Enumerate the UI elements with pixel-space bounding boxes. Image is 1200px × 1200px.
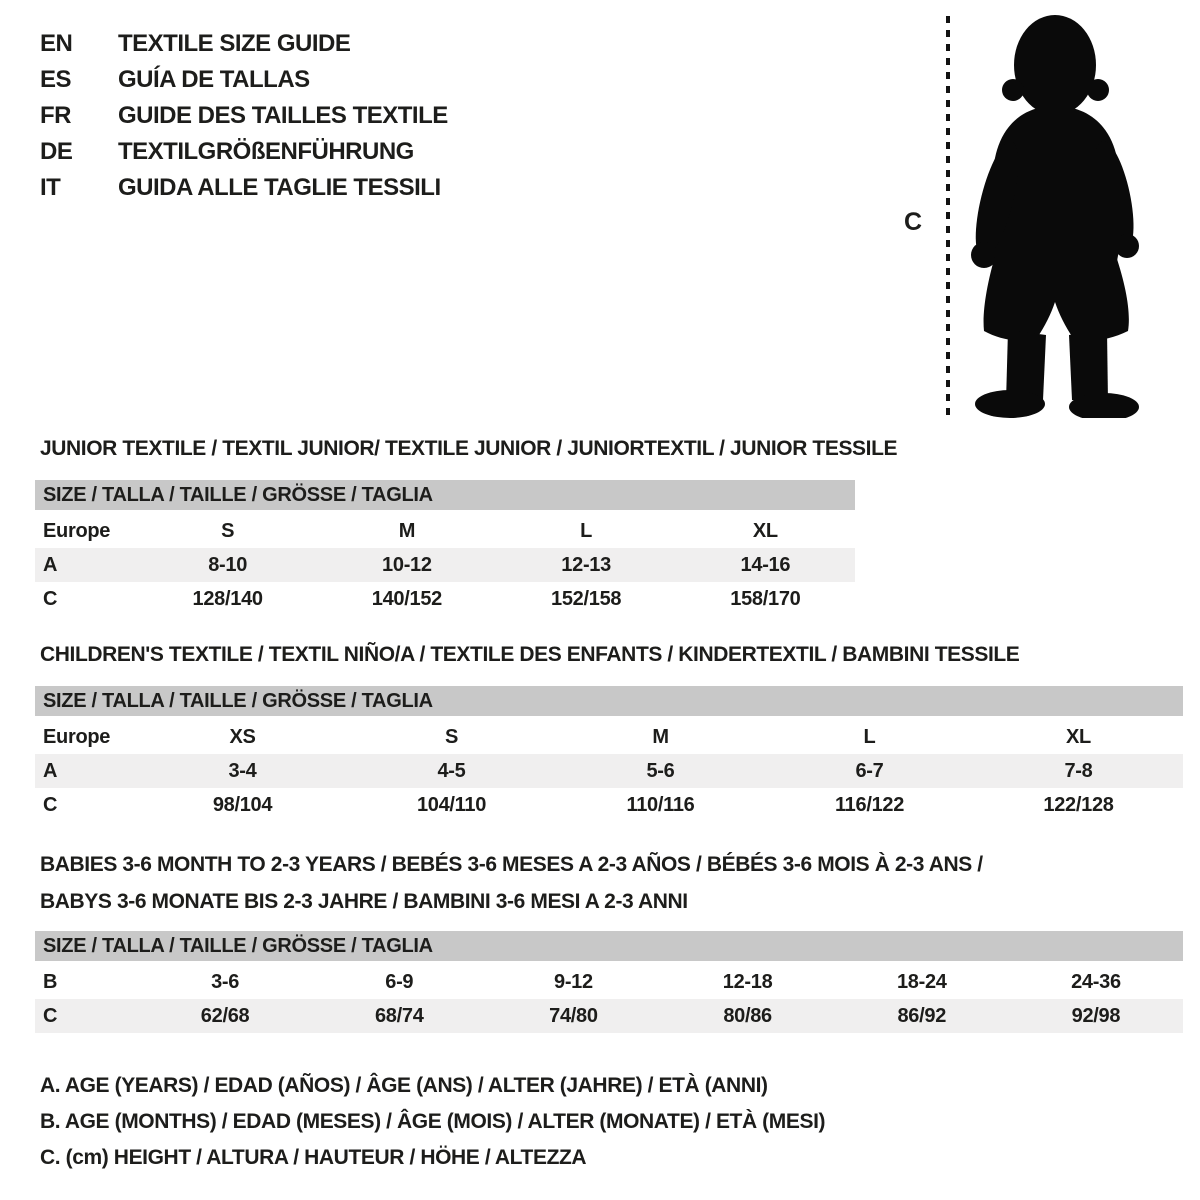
language-label: GUIDE DES TAILLES TEXTILE — [118, 102, 448, 129]
table-row — [35, 754, 1183, 788]
table-cell: 12-18 — [722, 970, 773, 993]
table-cell: 152/158 — [551, 587, 622, 610]
table-header-bar: SIZE / TALLA / TAILLE / GRÖSSE / TAGLIA — [35, 686, 1183, 716]
table-cell: XL — [752, 519, 778, 542]
table-cell: 6-7 — [855, 759, 884, 782]
toddler-silhouette-icon — [958, 8, 1153, 418]
table-cell: 128/140 — [192, 587, 263, 610]
table-cell: 158/170 — [730, 587, 801, 610]
table-cell: 110/116 — [626, 793, 695, 816]
table-cell: 24-36 — [1071, 970, 1121, 993]
table-cell: 98/104 — [212, 793, 273, 816]
table-cell: 9-12 — [554, 970, 593, 993]
table-cell: M — [398, 519, 416, 542]
section-babies-textile — [35, 846, 1183, 1033]
table-cell: XS — [229, 725, 256, 748]
height-dashed-line — [946, 16, 950, 416]
table-cell: L — [863, 725, 876, 748]
table-cell: 5-6 — [646, 759, 675, 782]
table-rows — [35, 965, 1183, 1033]
table-row — [35, 582, 855, 616]
row-label: C — [43, 793, 58, 816]
table-cell: 7-8 — [1064, 759, 1093, 782]
language-code: EN — [40, 30, 73, 57]
table-cell: M — [652, 725, 669, 748]
language-label: TEXTILGRÖßENFÜHRUNG — [118, 138, 414, 165]
language-list — [40, 26, 448, 206]
table-cell: 92/98 — [1071, 1004, 1121, 1027]
table-row — [35, 514, 855, 548]
language-row — [40, 98, 448, 134]
language-code: FR — [40, 102, 71, 129]
table-cell: 104/110 — [416, 793, 487, 816]
table-cell: 86/92 — [897, 1004, 947, 1027]
row-label: B — [43, 970, 58, 993]
row-label: Europe — [43, 725, 111, 748]
language-label: GUIDA ALLE TAGLIE TESSILI — [118, 174, 441, 201]
size-table — [35, 931, 1183, 1033]
language-label: TEXTILE SIZE GUIDE — [118, 30, 351, 57]
row-label: Europe — [43, 519, 111, 542]
table-cell: S — [221, 519, 235, 542]
section-junior-textile — [35, 434, 898, 616]
table-cell: 62/68 — [200, 1004, 250, 1027]
language-row — [40, 170, 448, 206]
section-title: BABYS 3-6 MONATE BIS 2-3 JAHRE / BAMBINI 3-6 MESI A 2-3 ANNI — [40, 890, 688, 913]
table-row — [35, 788, 1183, 822]
table-cell: 68/74 — [374, 1004, 424, 1027]
language-code: DE — [40, 138, 73, 165]
table-cell: 122/128 — [1043, 793, 1114, 816]
section-title: BABIES 3-6 MONTH TO 2-3 YEARS / BEBÉS 3-6 MESES A 2-3 AÑOS / BÉBÉS 3-6 MOIS À 2-3 ANS / — [40, 853, 983, 876]
table-rows — [35, 514, 855, 616]
table-cell: S — [444, 725, 459, 748]
language-code: IT — [40, 174, 61, 201]
language-row — [40, 134, 448, 170]
table-cell: 3-6 — [211, 970, 240, 993]
size-table — [35, 686, 1183, 822]
language-row — [40, 62, 448, 98]
table-row — [35, 965, 1183, 999]
table-cell: 116/122 — [834, 793, 905, 816]
table-cell: 140/152 — [371, 587, 442, 610]
section-title: JUNIOR TEXTILE / TEXTIL JUNIOR/ TEXTILE JUNIOR / JUNIORTEXTIL / JUNIOR TESSILE — [40, 437, 898, 460]
table-cell: 80/86 — [723, 1004, 772, 1027]
row-label: C — [43, 587, 58, 610]
table-cell: 10-12 — [382, 553, 432, 576]
size-table — [35, 480, 855, 616]
table-row — [35, 999, 1183, 1033]
language-code: ES — [40, 66, 72, 93]
table-cell: 8-10 — [208, 553, 248, 576]
language-row — [40, 26, 448, 62]
legend-line: A. AGE (YEARS) / EDAD (AÑOS) / ÂGE (ANS) / ALTER (JAHRE) / ETÀ (ANNI) — [40, 1074, 768, 1097]
table-cell: XL — [1066, 725, 1091, 748]
legend — [40, 1068, 825, 1176]
table-row — [35, 548, 855, 582]
table-cell: 18-24 — [896, 970, 947, 993]
table-cell: 6-9 — [385, 970, 414, 993]
language-label: GUÍA DE TALLAS — [118, 66, 310, 93]
section-childrens-textile — [35, 640, 1183, 822]
row-label: A — [43, 553, 58, 576]
height-measure-label: C — [904, 208, 923, 236]
section-title: CHILDREN'S TEXTILE / TEXTIL NIÑO/A / TEXTILE DES ENFANTS / KINDERTEXTIL / BAMBINI TESSILE — [40, 643, 1020, 666]
table-cell: 74/80 — [549, 1004, 598, 1027]
row-label: C — [43, 1004, 58, 1027]
table-cell: 12-13 — [561, 553, 611, 576]
table-header-bar: SIZE / TALLA / TAILLE / GRÖSSE / TAGLIA — [35, 480, 855, 510]
table-cell: 4-5 — [437, 759, 466, 782]
table-header-bar: SIZE / TALLA / TAILLE / GRÖSSE / TAGLIA — [35, 931, 1183, 961]
legend-line: B. AGE (MONTHS) / EDAD (MESES) / ÂGE (MOIS) / ALTER (MONATE) / ETÀ (MESI) — [40, 1110, 826, 1133]
table-row — [35, 720, 1183, 754]
table-cell: 14-16 — [740, 553, 791, 576]
row-label: A — [43, 759, 58, 782]
legend-line: C. (cm) HEIGHT / ALTURA / HAUTEUR / HÖHE / ALTEZZA — [40, 1146, 587, 1169]
table-cell: 3-4 — [228, 759, 257, 782]
table-cell: L — [580, 519, 593, 542]
table-rows — [35, 720, 1183, 822]
